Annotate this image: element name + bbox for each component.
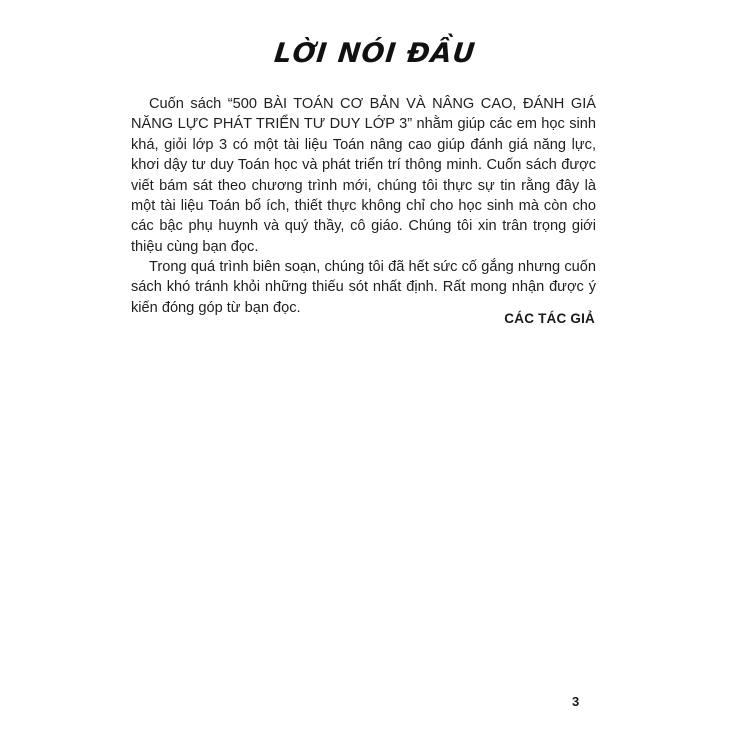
page-title: LỜI NÓI ĐẦU [272,38,478,69]
paragraph-intro: Cuốn sách “500 BÀI TOÁN CƠ BẢN VÀ NÂNG CAO, ĐÁNH GIÁ NĂNG LỰC PHÁT TRIỂN TƯ DUY LỚP 3” nhằm giúp các em học sinh khá, giỏi lớp 3 có một tài liệu Toán nâng cao giúp đánh giá năng lực, khơi dậy tư duy Toán học và phát triển trí thông minh. Cuốn sách được viết bám sát theo chương trình mới, chúng tôi thực sự tin rằng đây là một tài liệu Toán bổ ích, thiết thực không chỉ cho học sinh mà còn cho các bậc phụ huynh và quý thầy, cô giáo. Chúng tôi xin trân trọng giới thiệu cùng bạn đọc. [131,96,596,255]
page-number: 3 [572,694,580,709]
paragraph-closing: Trong quá trình biên soạn, chúng tôi đã hết sức cố gắng nhưng cuốn sách khó tránh khỏi những thiếu sót nhất định. Rất mong nhận được ý kiến đóng góp từ bạn đọc. [131,259,596,316]
author-signature: CÁC TÁC GIẢ [504,311,595,326]
